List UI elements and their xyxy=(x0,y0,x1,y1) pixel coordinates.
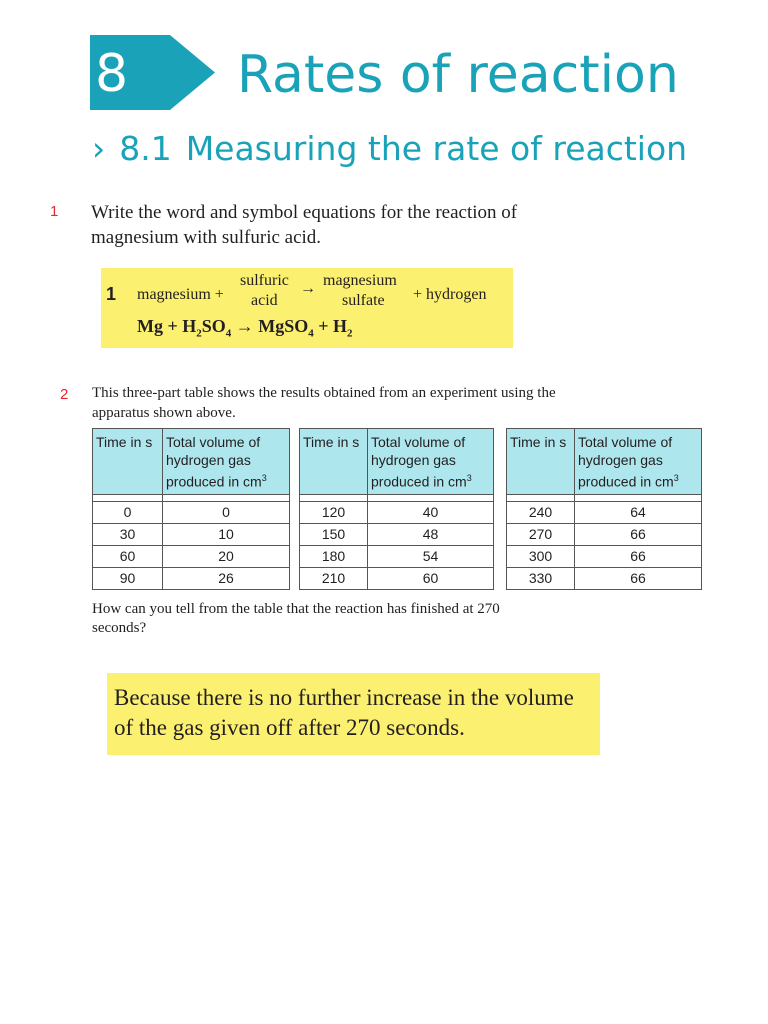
word-eq-sulfuric: sulfuric xyxy=(240,272,289,289)
volume-cell: 20 xyxy=(163,545,290,567)
word-eq-acid: acid xyxy=(251,292,278,309)
sym-mg-h: Mg + H xyxy=(137,316,197,336)
volume-cell: 40 xyxy=(368,501,494,523)
time-cell: 180 xyxy=(300,545,368,567)
sym-sub: 4 xyxy=(225,327,232,340)
time-cell: 60 xyxy=(93,545,163,567)
word-eq-magnesium-sulfate-line1: magnesium xyxy=(323,272,397,289)
time-cell: 30 xyxy=(93,523,163,545)
header-volume xyxy=(575,429,702,495)
table-row xyxy=(300,545,494,567)
question-2-intro: This three-part table shows the results obtained from an experiment using the apparatus shown above. xyxy=(92,385,556,421)
word-eq-hydrogen: + hydrogen xyxy=(413,286,487,303)
chapter-title: Rates of reaction xyxy=(237,45,679,105)
question-1-answer-box xyxy=(101,268,513,348)
header-volume-text: Total volume of hydrogen gas produced in cm xyxy=(371,434,467,490)
time-cell: 120 xyxy=(300,501,368,523)
time-cell: 210 xyxy=(300,567,368,589)
table-row xyxy=(507,567,702,589)
header-volume-sup: 3 xyxy=(261,473,267,483)
volume-cell: 64 xyxy=(575,501,702,523)
header-time: Time in s xyxy=(93,429,163,495)
results-table-1 xyxy=(92,428,290,590)
question-2-text: How can you tell from the table that the reaction has finished at 270 seconds? xyxy=(92,601,500,636)
sym-sub: 4 xyxy=(308,327,314,340)
time-cell: 240 xyxy=(507,501,575,523)
volume-cell: 60 xyxy=(368,567,494,589)
table-row xyxy=(93,545,290,567)
sym-sub: 2 xyxy=(347,327,353,340)
header-time: Time in s xyxy=(300,429,368,495)
chapter-number: 8 xyxy=(95,44,129,104)
section-heading xyxy=(92,127,687,171)
volume-cell: 48 xyxy=(368,523,494,545)
time-cell: 300 xyxy=(507,545,575,567)
table-header-row xyxy=(300,429,494,495)
table-header-row xyxy=(93,429,290,495)
time-cell: 0 xyxy=(93,501,163,523)
sym-sub: 2 xyxy=(196,327,202,340)
volume-cell: 10 xyxy=(163,523,290,545)
time-cell: 90 xyxy=(93,567,163,589)
answer-1-number: 1 xyxy=(106,284,117,304)
table-row xyxy=(93,501,290,523)
header-volume-text: Total volume of hydrogen gas produced in cm xyxy=(166,434,262,490)
table-row xyxy=(93,567,290,589)
header-time: Time in s xyxy=(507,429,575,495)
question-2-number: 2 xyxy=(60,386,69,403)
table-row xyxy=(507,501,702,523)
table-row xyxy=(300,567,494,589)
header-volume-sup: 3 xyxy=(466,473,472,483)
header-volume xyxy=(163,429,290,495)
question-2-answer: Because there is no further increase in the volume of the gas given off after 270 seconds. xyxy=(114,685,574,740)
header-volume-sup: 3 xyxy=(673,473,679,483)
section-number: 8.1 xyxy=(119,129,172,168)
volume-cell: 0 xyxy=(163,501,290,523)
results-table-3 xyxy=(506,428,702,590)
question-2-answer-box xyxy=(107,673,600,755)
question-1-text: Write the word and symbol equations for the reaction of magnesium with sulfuric acid. xyxy=(91,202,518,248)
time-cell: 150 xyxy=(300,523,368,545)
sym-mgso: → MgSO xyxy=(231,316,309,336)
symbol-equation xyxy=(137,316,353,340)
table-header-row xyxy=(507,429,702,495)
word-eq-magnesium: magnesium + xyxy=(137,286,224,303)
volume-cell: 54 xyxy=(368,545,494,567)
table-row xyxy=(507,523,702,545)
header-volume-text: Total volume of hydrogen gas produced in cm xyxy=(578,434,674,490)
table-row xyxy=(300,523,494,545)
sym-so: SO xyxy=(201,316,226,336)
question-1-number: 1 xyxy=(50,203,59,220)
header-volume xyxy=(368,429,494,495)
volume-cell: 66 xyxy=(575,545,702,567)
time-cell: 270 xyxy=(507,523,575,545)
table-row xyxy=(300,501,494,523)
volume-cell: 66 xyxy=(575,567,702,589)
results-table-2 xyxy=(299,428,494,590)
time-cell: 330 xyxy=(507,567,575,589)
word-eq-arrow: → xyxy=(300,280,316,297)
volume-cell: 26 xyxy=(163,567,290,589)
volume-cell: 66 xyxy=(575,523,702,545)
chevron-right-icon: › xyxy=(92,129,106,168)
sym-h2: + H xyxy=(313,316,348,336)
word-eq-magnesium-sulfate-line2: sulfate xyxy=(342,292,385,309)
table-row xyxy=(93,523,290,545)
section-title: Measuring the rate of reaction xyxy=(185,129,688,168)
table-row xyxy=(507,545,702,567)
